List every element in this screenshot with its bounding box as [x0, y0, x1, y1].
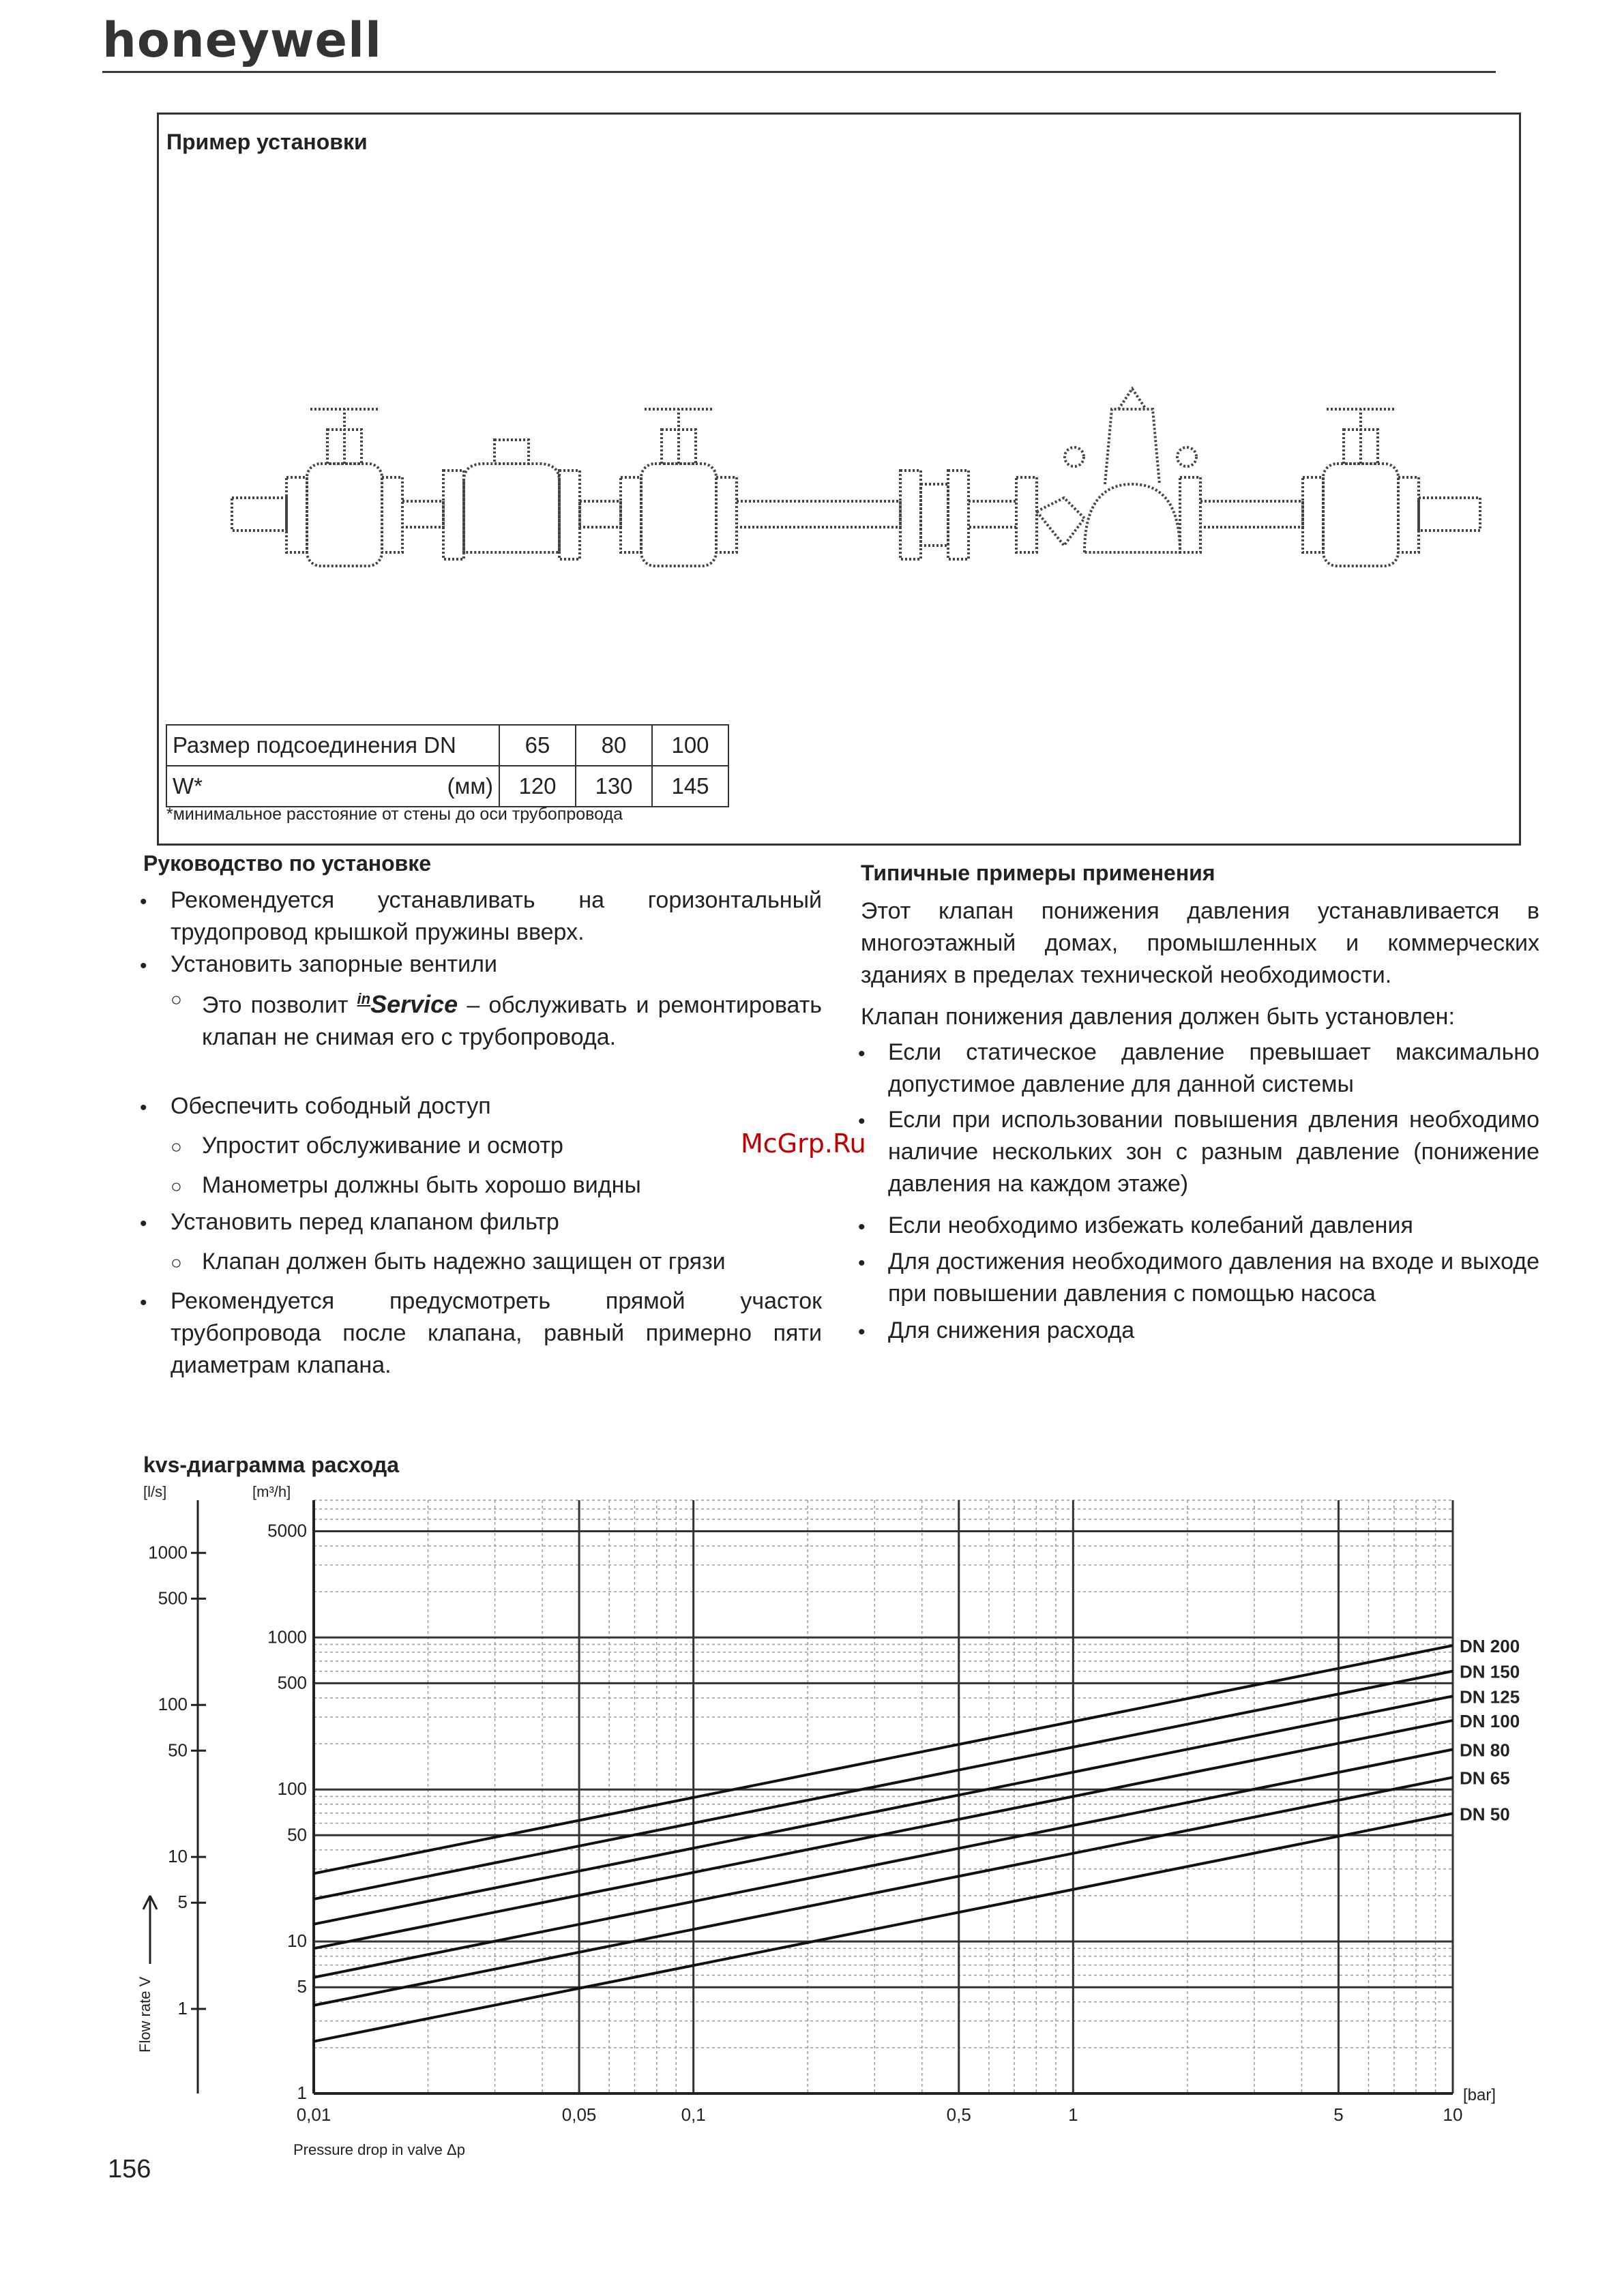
- series-label: DN 125: [1460, 1686, 1520, 1708]
- w-130: 130: [576, 766, 652, 807]
- bullet-icon: •: [858, 1321, 866, 1343]
- y-tick-label-m3h: 1: [297, 2083, 307, 2103]
- dimensions-table: [166, 724, 729, 807]
- series-line: [314, 1749, 1453, 1977]
- dn-100: 100: [652, 725, 728, 766]
- typical-paragraph-1: Этот клапан понижения давления устанавливается в многоэтажный домах, промышленных и коммерческих зданиях в пределах технической необходимости.: [861, 898, 1539, 988]
- y-tick-label-ls: 1000: [148, 1542, 188, 1563]
- x-tick-label: 1: [1068, 2104, 1078, 2125]
- y-tick-label-m3h: 5000: [267, 1520, 307, 1541]
- series-line: [314, 1696, 1453, 1924]
- bullet-icon: •: [140, 1212, 147, 1235]
- y-unit-ls: [l/s]: [143, 1483, 167, 1500]
- series-label: DN 65: [1460, 1768, 1510, 1789]
- w-unit: (мм): [447, 773, 493, 799]
- guide-item-3: Обеспечить сободный доступ: [171, 1093, 491, 1119]
- guide-item-2-sub-b: – обслуживать и ремонтировать клапан не снимая его с трубопровода.: [202, 992, 822, 1050]
- bullet-icon: •: [858, 1216, 866, 1238]
- guide-item-3-sub-2: Манометры должны быть хорошо видны: [202, 1172, 641, 1198]
- sub-bullet-icon: ○: [171, 1136, 182, 1157]
- sub-bullet-icon: ○: [171, 989, 182, 1010]
- y-tick-label-ls: 10: [168, 1846, 188, 1867]
- y-tick-label-m3h: 500: [277, 1672, 307, 1693]
- y-tick-label-ls: 5: [177, 1892, 188, 1913]
- x-tick-label: 10: [1443, 2104, 1463, 2125]
- guide-title: Руководство по установке: [143, 851, 432, 876]
- typical-title: Типичные примеры применения: [861, 861, 1215, 885]
- watermark: McGrp.Ru: [741, 1129, 866, 1159]
- series-line: [314, 1777, 1453, 2005]
- series-label: DN 50: [1460, 1804, 1510, 1825]
- guide-item-2: Установить запорные вентили: [171, 951, 497, 977]
- guide-item-5: Рекомендуется предусмотреть прямой участок трубопровода после клапана, равный примерно пяти диаметрам клапана.: [171, 1288, 822, 1378]
- inservice-logo: $^{in}$Service: [357, 990, 458, 1018]
- sub-bullet-icon: ○: [171, 1252, 182, 1273]
- dn-80: 80: [576, 725, 652, 766]
- x-tick-label: 5: [1333, 2104, 1344, 2125]
- guide-item-2-sub: [202, 983, 822, 1054]
- y-tick-label-m3h: 100: [277, 1778, 307, 1800]
- series-label: DN 80: [1460, 1740, 1510, 1761]
- table-footnote: *минимальное расстояние от стены до оси трубопровода: [166, 805, 623, 824]
- header-rule: [102, 71, 1496, 73]
- honeywell-logo: honeywell: [102, 12, 382, 68]
- chart-title: kvs-диаграмма расхода: [143, 1452, 400, 1477]
- x-tick-label: 0,5: [946, 2104, 971, 2125]
- bullet-icon: •: [140, 955, 147, 977]
- typical-item-3: Если необходимо избежать колебаний давления: [888, 1212, 1413, 1238]
- guide-item-3-sub-1: Упростит обслуживание и осмотр: [202, 1133, 563, 1159]
- w-label-cell: [166, 766, 499, 807]
- y-tick-label-m3h: 5: [297, 1976, 307, 1997]
- y-tick-label-m3h: 10: [287, 1930, 307, 1952]
- typical-item-4: Для достижения необходимого давления на входе и выходе при повышении давления с помощью насоса: [888, 1249, 1539, 1307]
- bullet-icon: •: [140, 1292, 147, 1314]
- y-unit-m3h: [m³/h]: [252, 1483, 291, 1500]
- bullet-icon: •: [140, 891, 147, 913]
- x-tick-label: 0,1: [681, 2104, 706, 2125]
- x-tick-label: 0,01: [296, 2104, 331, 2125]
- x-tick-label: 0,05: [561, 2104, 597, 2125]
- series-label: DN 100: [1460, 1710, 1520, 1731]
- typical-item-1: Если статическое давление превышает максимально допустимое давление для данной системы: [888, 1039, 1539, 1097]
- typical-paragraph-2: Клапан понижения давления должен быть установлен:: [861, 1004, 1455, 1030]
- y-tick-label-m3h: 50: [287, 1824, 307, 1845]
- series-line: [314, 1813, 1453, 2041]
- y-arrow-icon: [143, 1896, 157, 1964]
- series-line: [314, 1671, 1453, 1899]
- typical-item-5: Для снижения расхода: [888, 1317, 1135, 1343]
- guide-item-2-sub-a: Это позволит: [202, 992, 349, 1018]
- kvs-flow-chart: [123, 1473, 1528, 2175]
- w-label: W*: [173, 773, 203, 799]
- x-unit-label: [bar]: [1463, 2086, 1496, 2104]
- sub-bullet-icon: ○: [171, 1176, 182, 1197]
- dn-65: 65: [499, 725, 576, 766]
- dn-label: Размер подсоединения DN: [166, 725, 499, 766]
- typical-item-2: Если при использовании повышения двления необходимо наличие нескольких зон с разным давление (понижение давления на каждом этаже): [888, 1107, 1539, 1197]
- bullet-icon: •: [858, 1110, 866, 1133]
- bullet-icon: •: [140, 1097, 147, 1119]
- bullet-icon: •: [858, 1043, 866, 1065]
- w-120: 120: [499, 766, 576, 807]
- series-label: DN 150: [1460, 1661, 1520, 1682]
- guide-item-1: Рекомендуется устанавливать на горизонтальный трудопровод крышкой пружины вверх.: [171, 887, 822, 945]
- page-number: 156: [108, 2155, 151, 2183]
- y-tick-label-ls: 100: [158, 1694, 188, 1715]
- table-row: [166, 725, 728, 766]
- series-label: DN 200: [1460, 1636, 1520, 1657]
- install-example-title: Пример установки: [166, 130, 368, 154]
- y-tick-label-ls: 500: [158, 1587, 188, 1609]
- w-145: 145: [652, 766, 728, 807]
- bullet-icon: •: [858, 1252, 866, 1274]
- y-tick-label-m3h: 1000: [267, 1626, 307, 1648]
- guide-item-4-sub: Клапан должен быть надежно защищен от грязи: [202, 1249, 726, 1274]
- guide-item-4: Установить перед клапаном фильтр: [171, 1209, 559, 1235]
- y-tick-label-ls: 50: [168, 1740, 188, 1761]
- installation-drawing: [225, 382, 1494, 586]
- series-line: [314, 1645, 1453, 1873]
- y-tick-label-ls: 1: [177, 1998, 188, 2018]
- x-axis-label: Pressure drop in valve Δp: [293, 2141, 465, 2158]
- y-axis-label: Flow rate V: [136, 1976, 153, 2053]
- table-row: [166, 766, 728, 807]
